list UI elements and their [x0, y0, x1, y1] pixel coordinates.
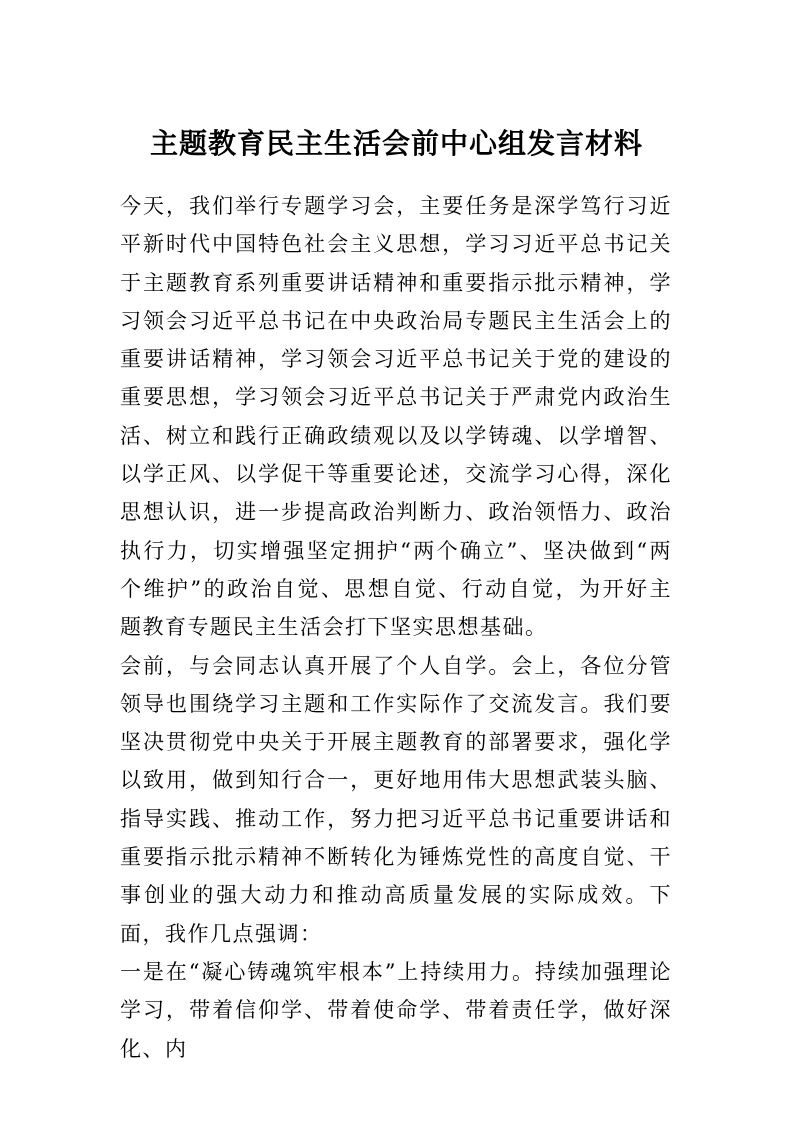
paragraph-meeting: 会前，与会同志认真开展了个人自学。会上，各位分管领导也围绕学习主题和工作实际作了交流发言。我们要坚决贯彻党中央关于开展主题教育的部署要求，强化学以致用，做到知行合一，更好地用伟大思想武装头脑、指导实践、推动工作，努力把习近平总书记重要讲话和重要指示批示精神不断转化为锤炼党性的高度自觉、干事创业的强大动力和推动高质量发展的实际成效。下面，我作几点强调：: [120, 653, 672, 946]
document-title: 主题教育民主生活会前中心组发言材料: [149, 127, 643, 160]
paragraph-point-one: 一是在“凝心铸魂筑牢根本”上持续用力。持续加强理论学习，带着信仰学、带着使命学、带着责任学，做好深化、内: [120, 959, 672, 1061]
document-body: [120, 187, 672, 1068]
paragraph-intro: 今天，我们举行专题学习会，主要任务是深学笃行习近平新时代中国特色社会主义思想，学习习近平总书记关于主题教育系列重要讲话精神和重要指示批示精神，学习领会习近平总书记在中央政治局专题民主生活会上的重要讲话精神，学习领会习近平总书记关于党的建设的重要思想，学习领会习近平总书记关于严肃党内政治生活、树立和践行正确政绩观以及以学铸魂、以学增智、以学正风、以学促干等重要论述，交流学习心得，深化思想认识，进一步提高政治判断力、政治领悟力、政治执行力，切实增强坚定拥护“两个确立”、坚决做到“两个维护”的政治自觉、思想自觉、行动自觉，为开好主题教育专题民主生活会打下坚实思想基础。: [120, 194, 672, 640]
